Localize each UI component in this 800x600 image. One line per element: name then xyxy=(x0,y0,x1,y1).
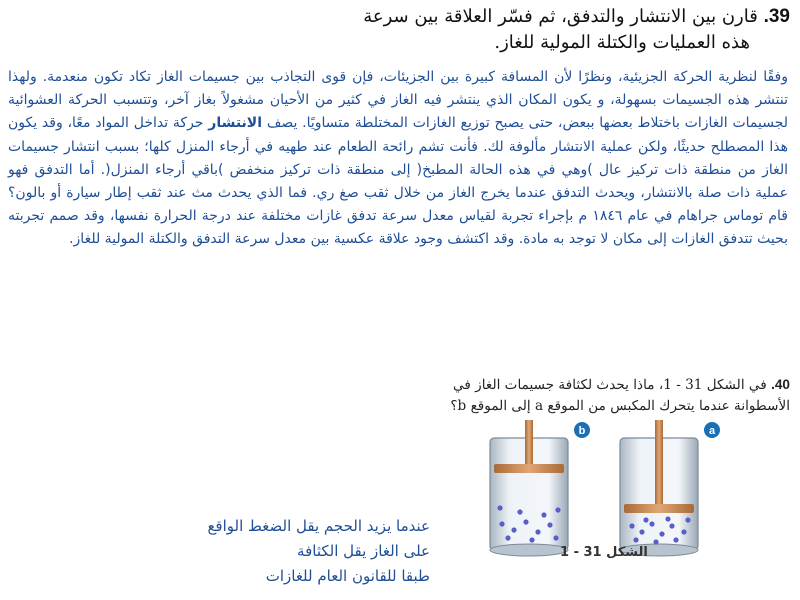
piston-rod-b xyxy=(525,420,533,466)
label-a: a xyxy=(708,425,716,437)
figure-caption: الشكل 31 - 1 xyxy=(560,545,648,560)
cylinder-a xyxy=(620,420,720,556)
piston-a xyxy=(624,504,694,513)
question-40 xyxy=(398,374,790,417)
piston-b xyxy=(494,464,564,473)
cylinder-b xyxy=(490,420,590,556)
answer-39-term: الانتشار xyxy=(208,115,263,132)
piston-rod-a xyxy=(655,420,663,506)
question-39 xyxy=(10,4,790,56)
question-39-line1: قارن بين الانتشار والتدفق، ثم فسّر العلاقة بين سرعة xyxy=(363,6,758,27)
question-40-text: في الشكل 31 - 1، ماذا يحدث لكثافة جسيمات الغاز في الأسطوانة عندما يتحرك المكبس من الموقع a إلى الموقع b؟ xyxy=(450,377,790,414)
answer-40-line2: طبقا للقانون العام للغازات xyxy=(265,567,430,585)
question-40-number: 40. xyxy=(771,377,790,392)
figure-31-1 xyxy=(470,420,740,565)
answer-39-part1: وفقًا لنظرية الحركة الجزيئية، ونظرًا لأن المسافة كبيرة بين الجزيئات، فإن قوى التجاذب بين جسيمات الغاز تكاد تكون منعدمة. ولهذا تنتشر هذه الجسيمات بسهولة، و يكون المكان الذي ينتشر فيه الغاز في كثير من الأحيان مشغولاً بغاز آخر، وتتسبب الحركة العشوائية لجسيمات الغازات باختلاط بعضها ببعض، حتى يصبح توزيع الغازات المختلطة متساويًا. يصف xyxy=(8,69,789,132)
question-39-line2: هذه العمليات والكتلة المولية للغاز. xyxy=(494,32,750,53)
answer-40 xyxy=(180,514,430,589)
label-b: b xyxy=(578,425,586,437)
question-39-number: 39. xyxy=(763,6,790,27)
answer-40-line1: عندما يزيد الحجم يقل الضغط الواقع على الغاز يقل الكثافة xyxy=(207,517,430,560)
answer-39-paragraph xyxy=(8,66,788,252)
answer-39-part2: حركة تداخل المواد معًا، وقد يكون هذا المصطلح حديثًا، ولكن عملية الانتشار مألوفة لك. فأنت تشم رائحة الطعام عند طهيه في أرجاء المنزل كلها؛ بسبب انتشار جسيمات الغاز من منطقة ذات تركيز عال )وهي في هذه الحالة المطبخ( إلى منطقة ذات تركيز منخفض )باقي أرجاء المنزل(. أما التدفق فهو عملية ذات صلة بالانتشار، ويحدث التدفق عندما يخرج الغاز من خلال ثقب صغ ري. فما الذي يحدث مث عند ثقب إطار سيارة أو بالون؟ قام توماس جراهام في عام ١٨٤٦ م بإجراء تجربة لقياس معدل سرعة تدفق غازات مختلفة عند درجة الحرارة نفسها، وقد صمم تجربته بحيث تتدفق الغازات إلى مكان لا توجد به مادة. وقد اكتشف وجود علاقة عكسية بين معدل سرعة التدفق والكتلة المولية للغاز. xyxy=(8,115,788,248)
